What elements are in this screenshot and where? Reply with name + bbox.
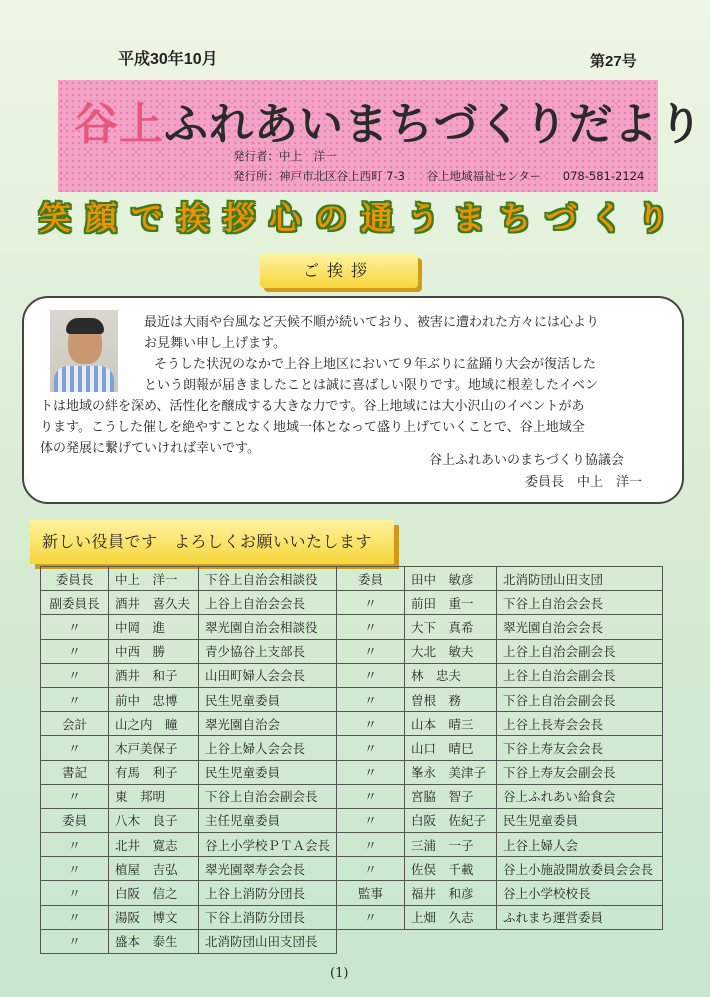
member-row: [337, 808, 663, 832]
members-heading: 新しい役員です よろしくお願いいたします: [30, 520, 394, 564]
member-role: 〃: [337, 687, 405, 711]
member-name: 湯阪 博文: [109, 905, 199, 929]
greeting-text: [40, 312, 676, 459]
member-row: [41, 567, 337, 591]
member-position: 上谷上消防分団長: [199, 881, 337, 905]
greeting-line: そうした状況のなかで上谷上地区において９年ぶりに盆踊り大会が復活した: [154, 357, 597, 372]
newsletter-title: [74, 88, 704, 152]
member-position: 民生児童委員: [497, 808, 663, 832]
member-name: 峯永 美津子: [405, 760, 497, 784]
slogan-char: ち: [498, 199, 531, 237]
member-row: [337, 639, 663, 663]
member-position: 上谷上長寿会会長: [497, 712, 663, 736]
member-position: 下谷上寿友会副会長: [497, 760, 663, 784]
member-row: [337, 615, 663, 639]
member-row: [337, 712, 663, 736]
member-position: 下谷上自治会副会長: [199, 784, 337, 808]
member-role: 〃: [41, 784, 109, 808]
members-table-right: [336, 566, 663, 930]
slogan-char: 通: [360, 199, 393, 237]
slogan-char: の: [314, 199, 347, 237]
address-label: 発行所：神戸市北区谷上西町 7-3: [233, 169, 405, 183]
slogan-char: 心: [268, 199, 301, 237]
member-name: 前田 重一: [405, 591, 497, 615]
member-position: 北消防団山田支団長: [199, 929, 337, 953]
member-role: 監事: [337, 881, 405, 905]
member-name: 大北 敏夫: [405, 639, 497, 663]
member-name: 山之内 瞳: [109, 712, 199, 736]
member-row: [337, 881, 663, 905]
page-number: (1): [330, 966, 349, 981]
member-name: 酒井 和子: [109, 663, 199, 687]
member-name: 福井 和彦: [405, 881, 497, 905]
member-row: [337, 784, 663, 808]
member-row: [41, 881, 337, 905]
member-row: [41, 857, 337, 881]
greeting-line: という朗報が届きましたことは誠に喜ばしい限りです。地域に根差したイベン: [144, 378, 598, 393]
member-name: 酒井 喜久夫: [109, 591, 199, 615]
issue-date: 平成30年10月: [118, 51, 218, 68]
member-role: 〃: [337, 784, 405, 808]
member-name: 三浦 一子: [405, 833, 497, 857]
member-name: 白阪 佐紀子: [405, 808, 497, 832]
member-role: 〃: [337, 760, 405, 784]
member-name: 中上 洋一: [109, 567, 199, 591]
member-position: 谷上小学校ＰＴＡ会長: [199, 833, 337, 857]
greeting-heading: ご挨拶: [260, 254, 418, 288]
slogan-char: う: [406, 199, 439, 237]
member-position: 谷上ふれあい給食会: [497, 784, 663, 808]
member-position: 谷上小施設開放委員会会長: [497, 857, 663, 881]
member-name: 大下 真希: [405, 615, 497, 639]
member-row: [41, 687, 337, 711]
address-org: 谷上地域福祉センター: [426, 169, 542, 183]
member-position: 北消防団山田支団: [497, 567, 663, 591]
member-role: 〃: [41, 663, 109, 687]
member-role: 〃: [337, 615, 405, 639]
slogan-char: づ: [544, 199, 577, 237]
member-role: 〃: [337, 639, 405, 663]
member-role: 〃: [337, 736, 405, 760]
member-row: [337, 833, 663, 857]
member-row: [337, 760, 663, 784]
member-role: 委員: [41, 808, 109, 832]
member-role: 〃: [41, 639, 109, 663]
member-row: [337, 663, 663, 687]
member-name: 前中 忠博: [109, 687, 199, 711]
member-name: 有馬 利子: [109, 760, 199, 784]
member-name: 北井 寛志: [109, 833, 199, 857]
issue-number: 第27号: [590, 53, 637, 70]
greeting-box: [22, 296, 684, 504]
member-position: 翠光園翠寿会会長: [199, 857, 337, 881]
member-name: 八木 良子: [109, 808, 199, 832]
member-position: 翠光園自治会: [199, 712, 337, 736]
member-role: 〃: [41, 857, 109, 881]
title-rest: ふれあいまちづくりだより: [164, 99, 704, 150]
member-position: ふれまち運営委員: [497, 905, 663, 929]
greeting-line: ります。こうした催しを絶やすことなく地域一体となって盛り上げていくことで、谷上地域全: [40, 420, 585, 435]
member-name: 田中 敏彦: [405, 567, 497, 591]
address-line: [233, 168, 662, 184]
member-row: [41, 712, 337, 736]
member-position: 主任児童委員: [199, 808, 337, 832]
slogan-char: 挨: [176, 199, 209, 237]
greeting-line: お見舞い申し上げます。: [144, 336, 286, 351]
member-position: 上谷上自治会副会長: [497, 639, 663, 663]
slogan-char: 拶: [222, 199, 255, 237]
member-name: 木戸美保子: [109, 736, 199, 760]
signature-name: 委員長 中上 洋一: [524, 475, 642, 490]
slogan-banner: [32, 196, 682, 242]
member-position: 下谷上消防分団長: [199, 905, 337, 929]
member-position: 下谷上自治会相談役: [199, 567, 337, 591]
member-row: [41, 833, 337, 857]
slogan-char: ま: [452, 199, 485, 237]
member-role: 〃: [41, 687, 109, 711]
member-role: 〃: [337, 712, 405, 736]
member-role: 会計: [41, 712, 109, 736]
member-position: 翠光園自治会相談役: [199, 615, 337, 639]
greeting-line: トは地域の絆を深め、活性化を醸成する大きな力です。谷上地域には大小沢山のイベントがあ: [40, 399, 585, 414]
member-role: 〃: [337, 833, 405, 857]
member-row: [41, 591, 337, 615]
member-role: 〃: [41, 736, 109, 760]
member-row: [337, 736, 663, 760]
member-role: 〃: [337, 591, 405, 615]
member-position: 青少協谷上支部長: [199, 639, 337, 663]
member-role: 〃: [41, 833, 109, 857]
greeting-signature: [429, 450, 642, 494]
member-role: 副委員長: [41, 591, 109, 615]
member-name: 山本 晴三: [405, 712, 497, 736]
member-position: 上谷上自治会副会長: [497, 663, 663, 687]
slogan-char: 顔: [84, 199, 117, 237]
member-row: [41, 808, 337, 832]
member-position: 谷上小学校校長: [497, 881, 663, 905]
member-role: 〃: [337, 808, 405, 832]
member-row: [41, 615, 337, 639]
member-name: 東 邦明: [109, 784, 199, 808]
member-role: 〃: [41, 929, 109, 953]
member-role: 〃: [337, 857, 405, 881]
member-row: [41, 736, 337, 760]
signature-org: 谷上ふれあいのまちづくり協議会: [428, 453, 624, 468]
member-name: 佐俣 千載: [405, 857, 497, 881]
member-position: 上谷上婦人会: [497, 833, 663, 857]
member-name: 上畑 久志: [405, 905, 497, 929]
member-position: 民生児童委員: [199, 687, 337, 711]
member-name: 白阪 信之: [109, 881, 199, 905]
member-position: 民生児童委員: [199, 760, 337, 784]
member-position: 下谷上寿友会会長: [497, 736, 663, 760]
member-role: 〃: [337, 905, 405, 929]
member-name: 植屋 吉弘: [109, 857, 199, 881]
member-position: 下谷上自治会副会長: [497, 687, 663, 711]
member-name: 盛本 泰生: [109, 929, 199, 953]
member-row: [337, 567, 663, 591]
member-position: 翠光園自治会会長: [497, 615, 663, 639]
member-name: 山口 晴巳: [405, 736, 497, 760]
member-row: [337, 687, 663, 711]
members-table-left: [40, 566, 337, 954]
member-row: [41, 760, 337, 784]
publisher-line: 発行者：中上 洋一: [233, 149, 337, 163]
member-row: [337, 591, 663, 615]
member-row: [41, 905, 337, 929]
phone-number: 078-581-2124: [562, 169, 645, 183]
member-row: [41, 929, 337, 953]
member-name: 宮脇 智子: [405, 784, 497, 808]
member-position: 上谷上婦人会会長: [199, 736, 337, 760]
greeting-line: 体の発展に繋げていければ幸いです。: [40, 441, 260, 456]
member-name: 中岡 進: [109, 615, 199, 639]
member-role: 〃: [337, 663, 405, 687]
member-name: 林 忠夫: [405, 663, 497, 687]
member-name: 曽根 務: [405, 687, 497, 711]
masthead: [58, 80, 704, 192]
slogan-char: で: [130, 199, 163, 237]
member-role: 〃: [41, 881, 109, 905]
member-role: 委員長: [41, 567, 109, 591]
slogan-char: く: [590, 199, 623, 237]
member-role: 委員: [337, 567, 405, 591]
member-role: 〃: [41, 905, 109, 929]
slogan-char: り: [636, 199, 669, 237]
slogan-char: 笑: [38, 199, 71, 237]
member-position: 上谷上自治会会長: [199, 591, 337, 615]
member-row: [41, 784, 337, 808]
member-row: [41, 639, 337, 663]
member-name: 中西 勝: [109, 639, 199, 663]
member-role: 書記: [41, 760, 109, 784]
title-accent: 谷上: [74, 99, 164, 150]
greeting-line: 最近は大雨や台風など天候不順が続いており、被害に遭われた方々には心より: [144, 315, 600, 330]
member-role: 〃: [41, 615, 109, 639]
member-row: [337, 857, 663, 881]
member-row: [337, 905, 663, 929]
member-position: 山田町婦人会会長: [199, 663, 337, 687]
member-row: [41, 663, 337, 687]
member-position: 下谷上自治会会長: [497, 591, 663, 615]
